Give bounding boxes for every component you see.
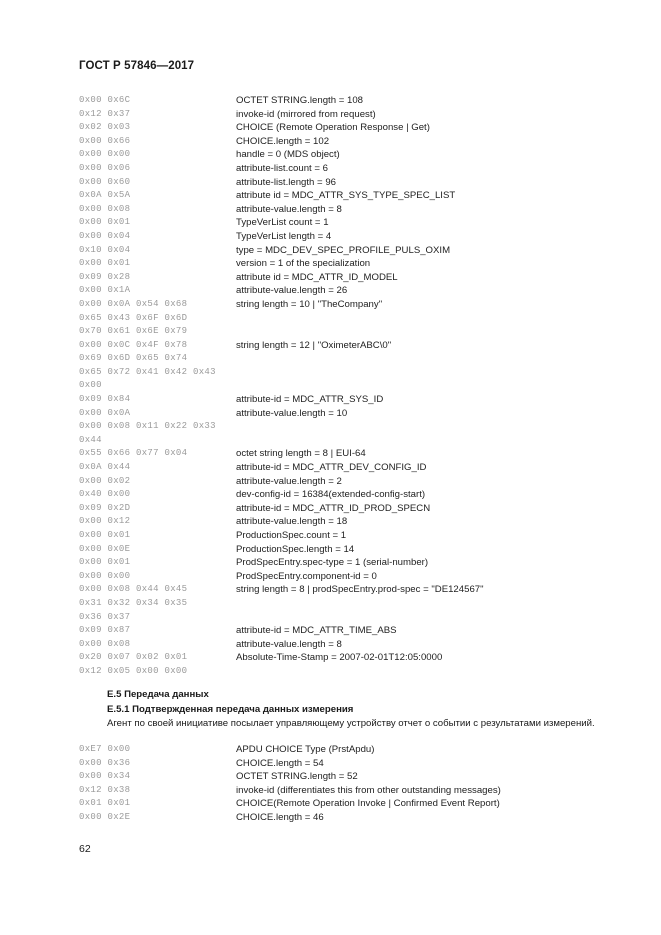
hex-bytes: 0x10 0x04 — [79, 244, 131, 255]
hex-bytes: 0x00 0x66 — [79, 135, 131, 146]
field-description: ProductionSpec.length = 14 — [236, 543, 355, 555]
page-number: 62 — [79, 843, 91, 855]
field-description: attribute-id = MDC_ATTR_SYS_ID — [236, 394, 384, 406]
hex-bytes: 0x00 0x00 — [79, 570, 131, 581]
hex-bytes: 0x01 0x01 — [79, 798, 131, 809]
hex-bytes: 0x00 0x0A 0x54 0x68 — [79, 298, 188, 309]
hex-bytes: 0x0A 0x44 — [79, 462, 131, 473]
hex-bytes: 0x00 0x01 — [79, 530, 131, 540]
hex-bytes: 0x09 0x2D — [79, 502, 131, 513]
field-description: invoke-id (mirrored from request) — [236, 108, 376, 120]
field-description: attribute-id = MDC_ATTR_DEV_CONFIG_ID — [236, 462, 427, 474]
field-description: handle = 0 (MDS object) — [236, 149, 340, 161]
hex-bytes: 0x00 0x08 0x44 0x45 — [79, 584, 188, 595]
hex-bytes: 0xE7 0x00 — [79, 744, 131, 754]
hex-bytes: 0x09 0x87 — [79, 625, 131, 636]
field-description: invoke-id (differentiates this from other outstanding messages) — [236, 784, 501, 796]
hex-bytes: 0x65 0x72 0x41 0x42 0x43 — [79, 366, 216, 377]
hex-bytes: 0x12 0x05 0x00 0x00 — [79, 665, 188, 676]
hex-bytes: 0x00 0x06 — [79, 162, 131, 173]
hex-bytes: 0x00 0x1A — [79, 285, 131, 296]
section-paragraph: Агент по своей инициативе посылает управляющему устройству отчет о событии с результатами измерений. — [107, 718, 595, 729]
field-description: OCTET STRING.length = 108 — [236, 95, 363, 106]
field-description: attribute-id = MDC_ATTR_ID_PROD_SPECN — [236, 502, 431, 514]
field-description: APDU CHOICE Type (PrstApdu) — [236, 744, 375, 755]
field-description: Absolute-Time-Stamp = 2007-02-01T12:05:0000 — [236, 652, 443, 664]
hex-bytes: 0x00 0x01 — [79, 258, 131, 269]
field-description: attribute id = MDC_ATTR_SYS_TYPE_SPEC_LIST — [236, 190, 456, 202]
hex-bytes: 0x31 0x32 0x34 0x35 — [79, 597, 188, 608]
hex-bytes: 0x40 0x00 — [79, 489, 131, 500]
field-description: attribute-value.length = 8 — [236, 638, 342, 650]
hex-bytes: 0x02 0x03 — [79, 122, 131, 133]
field-description: attribute-list.length = 96 — [236, 176, 336, 188]
field-description: version = 1 of the specialization — [236, 258, 371, 270]
hex-bytes: 0x00 0x01 — [79, 557, 131, 568]
hex-bytes: 0x00 0x0C 0x4F 0x78 — [79, 339, 188, 350]
hex-bytes: 0x00 0x34 — [79, 771, 131, 782]
hex-bytes: 0x00 — [79, 380, 102, 391]
hex-bytes: 0x00 0x60 — [79, 176, 131, 187]
field-description: type = MDC_DEV_SPEC_PROFILE_PULS_OXIM — [236, 244, 451, 256]
hex-bytes: 0x70 0x61 0x6E 0x79 — [79, 326, 188, 337]
field-description: CHOICE.length = 46 — [236, 811, 324, 823]
field-description: octet string length = 8 | EUI-64 — [236, 448, 366, 460]
hex-bytes: 0x09 0x84 — [79, 394, 131, 405]
hex-bytes: 0x00 0x6C — [79, 95, 131, 105]
field-description: TypeVerList count = 1 — [236, 217, 329, 229]
field-description: CHOICE (Remote Operation Response | Get) — [236, 122, 430, 134]
field-description: attribute id = MDC_ATTR_ID_MODEL — [236, 271, 398, 283]
subsection-heading: E.5.1 Подтвержденная передача данных измерения — [107, 704, 354, 715]
field-description: ProdSpecEntry.component-id = 0 — [236, 570, 377, 582]
section-heading: E.5 Передача данных — [107, 689, 209, 700]
field-description: ProdSpecEntry.spec-type = 1 (serial-number) — [236, 557, 429, 569]
hex-bytes: 0x00 0x04 — [79, 230, 131, 241]
hex-bytes: 0x00 0x02 — [79, 475, 131, 486]
field-description: string length = 8 | prodSpecEntry.prod-spec = "DE124567" — [236, 584, 484, 596]
field-description: attribute-value.length = 10 — [236, 407, 348, 419]
field-description: CHOICE(Remote Operation Invoke | Confirmed Event Report) — [236, 798, 500, 810]
hex-bytes: 0x36 0x37 — [79, 611, 131, 622]
hex-bytes: 0x20 0x07 0x02 0x01 — [79, 652, 188, 663]
hex-bytes: 0x00 0x0E — [79, 543, 131, 554]
hex-bytes: 0x00 0x12 — [79, 516, 131, 527]
hex-bytes: 0x00 0x2E — [79, 811, 131, 822]
field-description: attribute-value.length = 8 — [236, 203, 342, 215]
field-description: string length = 10 | "TheCompany" — [236, 298, 383, 310]
field-description: OCTET STRING.length = 52 — [236, 771, 358, 783]
field-description: attribute-value.length = 18 — [236, 516, 348, 528]
hex-bytes: 0x00 0x08 0x11 0x22 0x33 — [79, 421, 216, 432]
hex-bytes: 0x65 0x43 0x6F 0x6D — [79, 312, 188, 323]
field-description: attribute-id = MDC_ATTR_TIME_ABS — [236, 625, 397, 637]
hex-bytes: 0x09 0x28 — [79, 271, 131, 282]
hex-bytes: 0x12 0x37 — [79, 108, 131, 119]
hex-bytes: 0x00 0x08 — [79, 638, 131, 649]
hex-bytes: 0x00 0x00 — [79, 149, 131, 160]
hex-bytes: 0x00 0x01 — [79, 217, 131, 228]
hex-bytes: 0x12 0x38 — [79, 784, 131, 795]
hex-bytes: 0x00 0x0A — [79, 407, 131, 418]
field-description: string length = 12 | "OximeterABC\0" — [236, 339, 392, 351]
field-description: attribute-list.count = 6 — [236, 162, 328, 174]
hex-bytes: 0x00 0x36 — [79, 757, 131, 768]
hex-bytes: 0x0A 0x5A — [79, 190, 131, 201]
field-description: dev-config-id = 16384(extended-config-start) — [236, 489, 426, 501]
hex-bytes: 0x69 0x6D 0x65 0x74 — [79, 353, 188, 364]
field-description: ProductionSpec.count = 1 — [236, 530, 347, 541]
field-description: attribute-value.length = 2 — [236, 475, 342, 487]
field-description: CHOICE.length = 54 — [236, 757, 324, 769]
field-description: CHOICE.length = 102 — [236, 135, 330, 147]
hex-bytes: 0x44 — [79, 434, 102, 445]
hex-bytes: 0x00 0x08 — [79, 203, 131, 214]
field-description: attribute-value.length = 26 — [236, 285, 348, 297]
field-description: TypeVerList length = 4 — [236, 230, 332, 242]
document-header: ГОСТ Р 57846—2017 — [79, 60, 195, 72]
hex-bytes: 0x55 0x66 0x77 0x04 — [79, 448, 188, 459]
